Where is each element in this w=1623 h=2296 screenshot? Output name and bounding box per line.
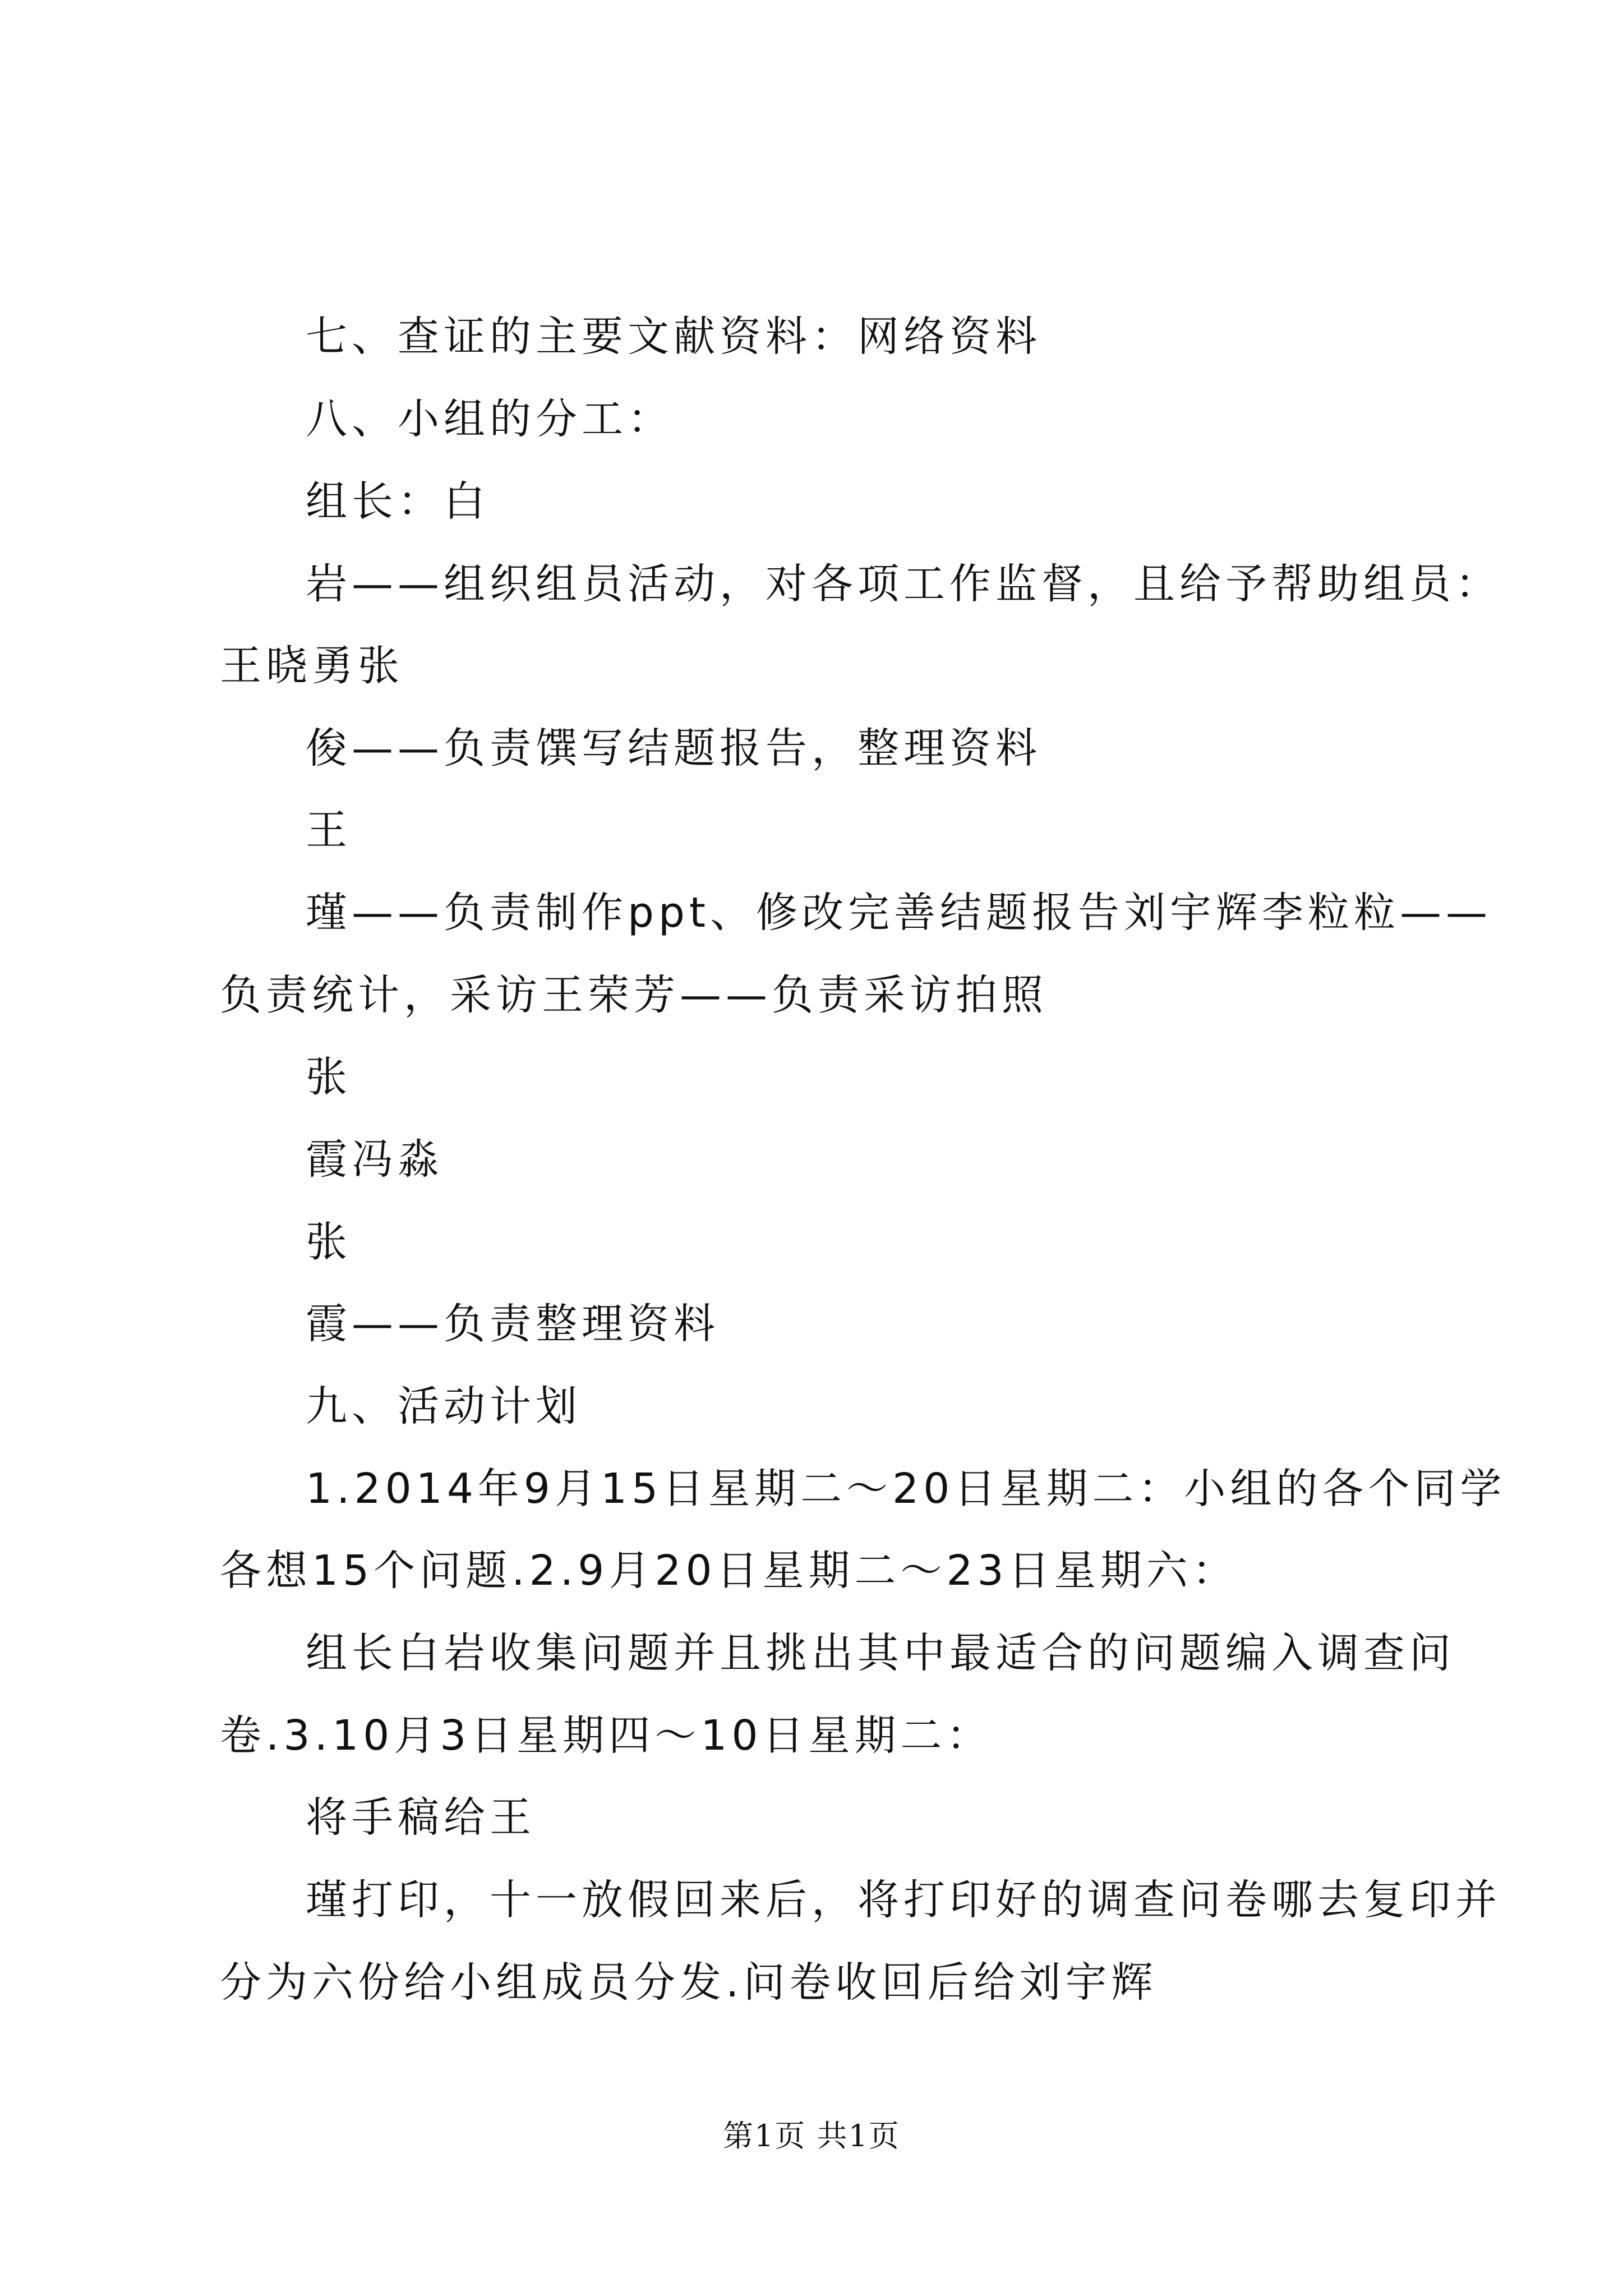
text-line: 组长白岩收集问题并且挑出其中最适合的问题编入调查问 (306, 1629, 1455, 1677)
text-line: 瑾——负责制作ppt、修改完善结题报告刘宇辉李粒粒—— (306, 889, 1492, 937)
text-line: 各想15个问题.2.9月20日星期二～23日星期六： (220, 1547, 1238, 1595)
text-line: 王晓勇张 (220, 642, 404, 690)
text-line: 瑾打印，十一放假回来后，将打印好的调查问卷哪去复印并 (306, 1876, 1501, 1924)
text-line: 霞冯淼 (306, 1135, 444, 1184)
text-line: 八、小组的分工： (306, 395, 674, 443)
text-line: 七、查证的主要文献资料：网络资料 (306, 312, 1041, 361)
text-line: 九、活动计划 (306, 1382, 582, 1430)
text-line: 1.2014年9月15日星期二～20日星期二：小组的各个同学 (306, 1465, 1506, 1513)
text-line: 组长：白 (306, 477, 490, 526)
text-line: 负责统计，采访王荣芳——负责采访拍照 (220, 971, 1048, 1019)
text-line: 卷.3.10月3日星期四～10日星期二： (220, 1711, 993, 1760)
text-line: 张 (306, 1218, 352, 1266)
text-line: 分为六份给小组成员分发.问卷收回后给刘宇辉 (220, 1958, 1158, 2007)
text-line: 岩——组织组员活动，对各项工作监督，且给予帮助组员： (306, 560, 1501, 608)
page-footer: 第1页 共1页 (723, 2118, 900, 2154)
text-line: 俊——负责馔写结题报告，整理资料 (306, 724, 1041, 772)
text-line: 霞——负责整理资料 (306, 1300, 720, 1348)
text-line: 张 (306, 1053, 352, 1101)
text-line: 王 (306, 806, 352, 854)
text-line: 将手稿给王 (306, 1793, 536, 1842)
